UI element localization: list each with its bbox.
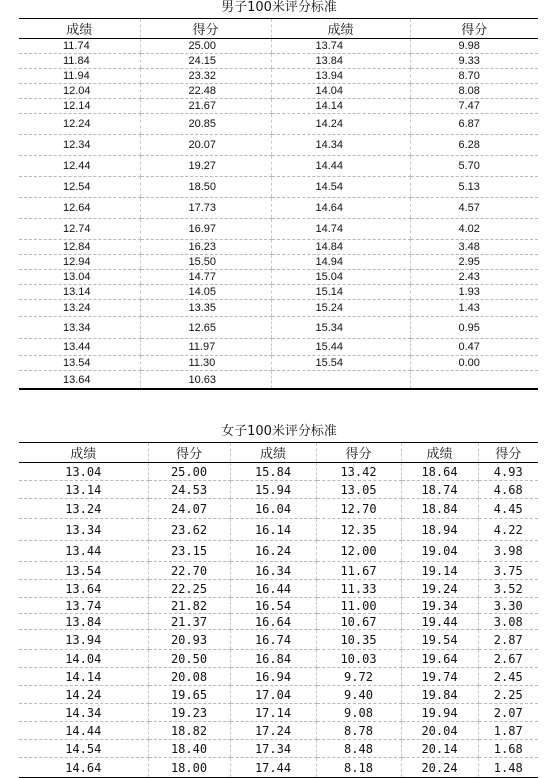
men-points-cell: 5.13 bbox=[410, 177, 538, 198]
women-score-cell: 19.14 bbox=[401, 562, 478, 580]
women-score-cell: 16.64 bbox=[230, 614, 316, 630]
women-score-cell: 16.84 bbox=[230, 650, 316, 668]
men-points-cell: 20.85 bbox=[140, 114, 271, 135]
men-score-cell: 12.44 bbox=[19, 156, 140, 177]
men-points-cell: 9.98 bbox=[410, 39, 538, 54]
men-table-row bbox=[19, 285, 538, 300]
women-table-title: 女子100米评分标准 bbox=[221, 424, 337, 439]
men-points-cell: 1.43 bbox=[410, 300, 538, 317]
men-score-cell: 15.24 bbox=[271, 300, 410, 317]
women-points-cell: 21.37 bbox=[148, 614, 230, 630]
women-points-cell: 19.23 bbox=[148, 704, 230, 722]
women-points-cell: 23.62 bbox=[148, 519, 230, 541]
women-score-cell: 18.74 bbox=[401, 481, 478, 499]
men-table-row bbox=[19, 240, 538, 255]
women-table-row bbox=[19, 630, 538, 650]
women-score-cell: 13.14 bbox=[19, 481, 148, 499]
men-points-cell: 16.97 bbox=[140, 219, 271, 240]
women-score-cell: 13.64 bbox=[19, 580, 148, 598]
women-score-cell: 14.34 bbox=[19, 704, 148, 722]
men-score-cell: 12.24 bbox=[19, 114, 140, 135]
men-header-score: 成绩 bbox=[271, 19, 410, 39]
women-points-cell: 13.42 bbox=[316, 463, 401, 481]
women-points-cell: 9.08 bbox=[316, 704, 401, 722]
men-points-cell: 2.43 bbox=[410, 270, 538, 285]
men-points-cell: 21.67 bbox=[140, 99, 271, 114]
men-points-cell: 0.00 bbox=[410, 356, 538, 371]
women-score-cell: 16.54 bbox=[230, 598, 316, 614]
men-points-cell: 11.30 bbox=[140, 356, 271, 371]
men-table-row bbox=[19, 339, 538, 356]
women-table-row bbox=[19, 686, 538, 704]
men-score-cell: 14.24 bbox=[271, 114, 410, 135]
women-score-cell: 19.84 bbox=[401, 686, 478, 704]
women-points-cell: 8.78 bbox=[316, 722, 401, 740]
women-points-cell: 12.70 bbox=[316, 499, 401, 519]
women-score-cell: 13.24 bbox=[19, 499, 148, 519]
women-points-cell: 18.82 bbox=[148, 722, 230, 740]
women-points-cell: 22.70 bbox=[148, 562, 230, 580]
women-score-cell: 15.94 bbox=[230, 481, 316, 499]
women-points-cell: 3.75 bbox=[478, 562, 538, 580]
women-points-cell: 9.72 bbox=[316, 668, 401, 686]
men-score-cell: 12.64 bbox=[19, 198, 140, 219]
men-score-cell: 13.84 bbox=[271, 54, 410, 69]
women-header-row bbox=[19, 443, 538, 463]
men-table-row bbox=[19, 300, 538, 317]
women-points-cell: 12.35 bbox=[316, 519, 401, 541]
women-points-cell: 3.98 bbox=[478, 541, 538, 562]
men-points-cell: 16.23 bbox=[140, 240, 271, 255]
women-score-cell: 16.74 bbox=[230, 630, 316, 650]
women-score-cell: 14.04 bbox=[19, 650, 148, 668]
women-header-score: 成绩 bbox=[19, 443, 148, 463]
women-points-cell: 13.05 bbox=[316, 481, 401, 499]
women-points-cell: 4.68 bbox=[478, 481, 538, 499]
women-points-cell: 12.00 bbox=[316, 541, 401, 562]
women-score-cell: 16.44 bbox=[230, 580, 316, 598]
men-score-cell bbox=[271, 371, 410, 390]
men-score-cell: 15.54 bbox=[271, 356, 410, 371]
men-score-cell: 12.74 bbox=[19, 219, 140, 240]
men-score-cell: 12.54 bbox=[19, 177, 140, 198]
women-score-cell: 13.74 bbox=[19, 598, 148, 614]
women-table-row bbox=[19, 650, 538, 668]
men-points-cell: 1.93 bbox=[410, 285, 538, 300]
men-table-row bbox=[19, 54, 538, 69]
women-points-cell: 22.25 bbox=[148, 580, 230, 598]
men-points-cell: 10.63 bbox=[140, 371, 271, 390]
women-score-cell: 19.74 bbox=[401, 668, 478, 686]
men-points-cell: 6.28 bbox=[410, 135, 538, 156]
women-score-cell: 13.04 bbox=[19, 463, 148, 481]
men-table-row bbox=[19, 84, 538, 99]
women-table-row bbox=[19, 668, 538, 686]
women-score-cell: 13.44 bbox=[19, 541, 148, 562]
men-score-cell: 13.44 bbox=[19, 339, 140, 356]
men-points-cell: 22.48 bbox=[140, 84, 271, 99]
women-points-cell: 20.50 bbox=[148, 650, 230, 668]
women-score-cell: 19.24 bbox=[401, 580, 478, 598]
men-table-row bbox=[19, 317, 538, 339]
women-score-cell: 18.94 bbox=[401, 519, 478, 541]
men-table-row bbox=[19, 356, 538, 371]
men-score-cell: 14.74 bbox=[271, 219, 410, 240]
women-score-cell: 14.24 bbox=[19, 686, 148, 704]
women-points-cell: 3.30 bbox=[478, 598, 538, 614]
men-points-cell: 7.47 bbox=[410, 99, 538, 114]
women-score-cell: 19.04 bbox=[401, 541, 478, 562]
women-header-points: 得分 bbox=[316, 443, 401, 463]
men-points-cell: 0.95 bbox=[410, 317, 538, 339]
men-score-cell: 14.84 bbox=[271, 240, 410, 255]
women-points-cell: 8.18 bbox=[316, 758, 401, 778]
women-points-cell: 11.67 bbox=[316, 562, 401, 580]
men-score-table bbox=[19, 18, 538, 390]
women-table-row bbox=[19, 580, 538, 598]
men-score-cell: 12.04 bbox=[19, 84, 140, 99]
men-score-cell: 11.84 bbox=[19, 54, 140, 69]
women-points-cell: 4.22 bbox=[478, 519, 538, 541]
men-table-row bbox=[19, 99, 538, 114]
women-points-cell: 10.03 bbox=[316, 650, 401, 668]
women-score-cell: 18.64 bbox=[401, 463, 478, 481]
men-table-row bbox=[19, 255, 538, 270]
men-points-cell: 0.47 bbox=[410, 339, 538, 356]
men-points-cell: 17.73 bbox=[140, 198, 271, 219]
men-points-cell: 15.50 bbox=[140, 255, 271, 270]
men-points-cell: 3.48 bbox=[410, 240, 538, 255]
women-score-cell: 14.44 bbox=[19, 722, 148, 740]
men-score-cell: 13.34 bbox=[19, 317, 140, 339]
women-points-cell: 24.07 bbox=[148, 499, 230, 519]
men-score-cell: 13.74 bbox=[271, 39, 410, 54]
men-points-cell: 12.65 bbox=[140, 317, 271, 339]
men-table-row bbox=[19, 177, 538, 198]
women-points-cell: 9.40 bbox=[316, 686, 401, 704]
men-table-row bbox=[19, 39, 538, 54]
men-table-row bbox=[19, 69, 538, 84]
men-header-row bbox=[19, 19, 538, 39]
women-points-cell: 21.82 bbox=[148, 598, 230, 614]
men-score-cell: 15.14 bbox=[271, 285, 410, 300]
women-table-row bbox=[19, 481, 538, 499]
women-points-cell: 1.87 bbox=[478, 722, 538, 740]
women-score-cell: 14.14 bbox=[19, 668, 148, 686]
men-score-cell: 13.94 bbox=[271, 69, 410, 84]
women-score-cell: 17.04 bbox=[230, 686, 316, 704]
women-score-cell: 15.84 bbox=[230, 463, 316, 481]
men-table-row bbox=[19, 198, 538, 219]
women-score-cell: 13.34 bbox=[19, 519, 148, 541]
women-header-score: 成绩 bbox=[401, 443, 478, 463]
men-table-row bbox=[19, 371, 538, 390]
women-points-cell: 23.15 bbox=[148, 541, 230, 562]
women-score-cell: 17.24 bbox=[230, 722, 316, 740]
women-points-cell: 18.00 bbox=[148, 758, 230, 778]
women-table-row bbox=[19, 758, 538, 778]
men-table-row bbox=[19, 219, 538, 240]
men-header-score: 成绩 bbox=[19, 19, 140, 39]
men-score-cell: 11.74 bbox=[19, 39, 140, 54]
women-score-cell: 16.94 bbox=[230, 668, 316, 686]
men-points-cell: 8.08 bbox=[410, 84, 538, 99]
men-score-cell: 13.54 bbox=[19, 356, 140, 371]
women-score-cell: 19.94 bbox=[401, 704, 478, 722]
women-points-cell: 11.33 bbox=[316, 580, 401, 598]
men-score-cell: 15.34 bbox=[271, 317, 410, 339]
women-score-cell: 16.34 bbox=[230, 562, 316, 580]
women-points-cell: 18.40 bbox=[148, 740, 230, 758]
men-table-row bbox=[19, 156, 538, 177]
men-points-cell: 14.05 bbox=[140, 285, 271, 300]
women-points-cell: 1.48 bbox=[478, 758, 538, 778]
women-points-cell: 25.00 bbox=[148, 463, 230, 481]
women-points-cell: 2.07 bbox=[478, 704, 538, 722]
women-score-cell: 14.54 bbox=[19, 740, 148, 758]
women-score-cell: 20.04 bbox=[401, 722, 478, 740]
women-header-points: 得分 bbox=[478, 443, 538, 463]
men-header-points: 得分 bbox=[410, 19, 538, 39]
men-points-cell: 5.70 bbox=[410, 156, 538, 177]
women-header-score: 成绩 bbox=[230, 443, 316, 463]
women-table-row bbox=[19, 562, 538, 580]
men-points-cell: 13.35 bbox=[140, 300, 271, 317]
women-score-cell: 17.14 bbox=[230, 704, 316, 722]
men-points-cell: 9.33 bbox=[410, 54, 538, 69]
men-table-title: 男子100米评分标准 bbox=[221, 0, 337, 15]
women-points-cell: 2.67 bbox=[478, 650, 538, 668]
men-table-row bbox=[19, 135, 538, 156]
men-points-cell: 6.87 bbox=[410, 114, 538, 135]
men-score-cell: 13.14 bbox=[19, 285, 140, 300]
men-points-cell: 4.57 bbox=[410, 198, 538, 219]
women-points-cell: 10.67 bbox=[316, 614, 401, 630]
women-points-cell: 4.45 bbox=[478, 499, 538, 519]
women-score-cell: 13.84 bbox=[19, 614, 148, 630]
men-points-cell: 8.70 bbox=[410, 69, 538, 84]
men-score-cell: 14.14 bbox=[271, 99, 410, 114]
women-points-cell: 11.00 bbox=[316, 598, 401, 614]
men-points-cell: 14.77 bbox=[140, 270, 271, 285]
women-header-points: 得分 bbox=[148, 443, 230, 463]
women-points-cell: 20.93 bbox=[148, 630, 230, 650]
women-table-row bbox=[19, 722, 538, 740]
men-points-cell: 24.15 bbox=[140, 54, 271, 69]
women-score-cell: 13.94 bbox=[19, 630, 148, 650]
women-score-cell: 19.34 bbox=[401, 598, 478, 614]
men-points-cell: 4.02 bbox=[410, 219, 538, 240]
men-score-cell: 11.94 bbox=[19, 69, 140, 84]
women-points-cell: 2.25 bbox=[478, 686, 538, 704]
men-header-points: 得分 bbox=[140, 19, 271, 39]
women-points-cell: 3.52 bbox=[478, 580, 538, 598]
women-points-cell: 24.53 bbox=[148, 481, 230, 499]
men-points-cell: 20.07 bbox=[140, 135, 271, 156]
women-score-cell: 16.24 bbox=[230, 541, 316, 562]
women-points-cell: 10.35 bbox=[316, 630, 401, 650]
women-score-cell: 20.24 bbox=[401, 758, 478, 778]
men-score-cell: 12.34 bbox=[19, 135, 140, 156]
women-points-cell: 19.65 bbox=[148, 686, 230, 704]
women-points-cell: 20.08 bbox=[148, 668, 230, 686]
women-score-cell: 19.54 bbox=[401, 630, 478, 650]
women-points-cell: 2.87 bbox=[478, 630, 538, 650]
women-table-row bbox=[19, 541, 538, 562]
women-table-row bbox=[19, 463, 538, 481]
men-score-cell: 14.34 bbox=[271, 135, 410, 156]
women-points-cell: 8.48 bbox=[316, 740, 401, 758]
men-score-cell: 15.44 bbox=[271, 339, 410, 356]
women-table-row bbox=[19, 499, 538, 519]
women-score-cell: 19.44 bbox=[401, 614, 478, 630]
women-score-cell: 17.34 bbox=[230, 740, 316, 758]
women-table-row bbox=[19, 614, 538, 630]
women-points-cell: 1.68 bbox=[478, 740, 538, 758]
women-score-cell: 19.64 bbox=[401, 650, 478, 668]
men-points-cell: 2.95 bbox=[410, 255, 538, 270]
men-score-cell: 12.84 bbox=[19, 240, 140, 255]
men-table-row bbox=[19, 114, 538, 135]
women-score-cell: 13.54 bbox=[19, 562, 148, 580]
women-table-row bbox=[19, 598, 538, 614]
men-score-cell: 12.94 bbox=[19, 255, 140, 270]
women-score-cell: 16.04 bbox=[230, 499, 316, 519]
men-score-cell: 12.14 bbox=[19, 99, 140, 114]
women-table-row bbox=[19, 519, 538, 541]
men-score-cell: 15.04 bbox=[271, 270, 410, 285]
women-score-table bbox=[19, 442, 538, 778]
women-points-cell: 4.93 bbox=[478, 463, 538, 481]
women-table-row bbox=[19, 704, 538, 722]
men-score-cell: 14.64 bbox=[271, 198, 410, 219]
women-score-cell: 17.44 bbox=[230, 758, 316, 778]
men-score-cell: 14.54 bbox=[271, 177, 410, 198]
men-points-cell: 18.50 bbox=[140, 177, 271, 198]
men-points-cell: 23.32 bbox=[140, 69, 271, 84]
men-points-cell bbox=[410, 371, 538, 390]
women-table-row bbox=[19, 740, 538, 758]
women-score-cell: 16.14 bbox=[230, 519, 316, 541]
men-table-row bbox=[19, 270, 538, 285]
women-score-cell: 14.64 bbox=[19, 758, 148, 778]
men-points-cell: 25.00 bbox=[140, 39, 271, 54]
women-score-cell: 20.14 bbox=[401, 740, 478, 758]
men-score-cell: 13.24 bbox=[19, 300, 140, 317]
women-points-cell: 3.08 bbox=[478, 614, 538, 630]
men-score-cell: 13.64 bbox=[19, 371, 140, 390]
men-score-cell: 13.04 bbox=[19, 270, 140, 285]
men-points-cell: 11.97 bbox=[140, 339, 271, 356]
men-points-cell: 19.27 bbox=[140, 156, 271, 177]
men-score-cell: 14.44 bbox=[271, 156, 410, 177]
women-points-cell: 2.45 bbox=[478, 668, 538, 686]
men-score-cell: 14.04 bbox=[271, 84, 410, 99]
men-score-cell: 14.94 bbox=[271, 255, 410, 270]
women-score-cell: 18.84 bbox=[401, 499, 478, 519]
